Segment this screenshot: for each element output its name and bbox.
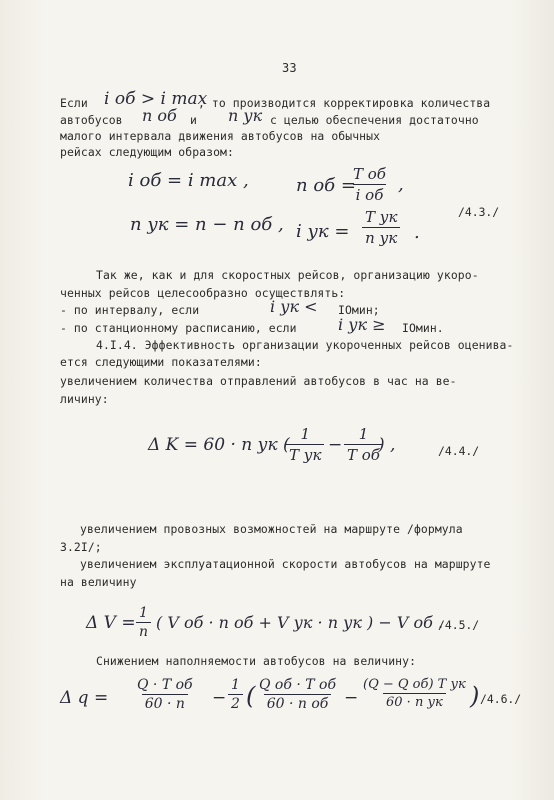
fraction-numerator: 1 (139, 605, 148, 621)
handwritten-condition: i ук < (270, 297, 318, 316)
fraction-denominator: 60 · n об (264, 694, 332, 712)
minus-sign: − (212, 688, 227, 708)
formula-4-5-fraction (136, 605, 151, 640)
fraction-denominator: 2 (228, 694, 243, 712)
fraction-denominator: n (136, 622, 151, 640)
formula-comma: , (398, 174, 404, 195)
text-line: и (190, 113, 197, 127)
formula-period: . (414, 222, 420, 243)
text-line: 3.2I/; (60, 540, 102, 554)
formula-4-3-eq3: n ук = n − n об , (130, 214, 284, 235)
handwritten-n-ob: n об (142, 106, 177, 125)
formula-4-5-rhs: ( V об · n об + V ук · n ук ) − V об . (156, 613, 444, 632)
formula-4-6-fraction-2 (228, 677, 243, 712)
formula-4-3-eq2-lhs: n об = (296, 175, 356, 196)
text-line: Так же, как и для скоростных рейсов, организацию укоро- (96, 268, 479, 282)
text-line: ется следующими показателями: (60, 355, 262, 369)
formula-4-4-rhs: ) , (378, 435, 396, 455)
fraction-numerator: 1 (231, 677, 240, 693)
fraction-numerator: (Q − Q об) T ук (363, 677, 466, 692)
text-line: Если (60, 96, 88, 110)
text-line: увеличением количества отправлений автобусов в час на ве- (60, 374, 457, 388)
formula-number-4-5: /4.5./ (438, 618, 480, 632)
text-line: , то производится корректировка количества (198, 96, 491, 110)
text-line: IOмин. (402, 321, 444, 335)
fraction-numerator: T ук (365, 208, 398, 226)
text-line: увеличением эксплуатационной скорости автобусов на маршруте (80, 557, 491, 571)
formula-4-6-fraction-4 (360, 677, 469, 710)
text-line: увеличением провозных возможностей на маршруте /формула (80, 522, 463, 536)
text-line: Снижением наполняемости автобусов на величину: (96, 654, 417, 668)
formula-4-4-fraction-1 (286, 425, 324, 464)
text-line: ченных рейсов целесообразно осуществлять: (60, 286, 346, 300)
fraction-denominator: n ук (362, 227, 400, 247)
text-line: автобусов (60, 113, 123, 127)
formula-number-4-4: /4.4./ (438, 444, 480, 458)
open-paren: ( (246, 682, 256, 710)
fraction-denominator: T ук (286, 444, 324, 464)
text-line: личину: (60, 392, 109, 406)
formula-4-5-lhs: Δ V = (86, 613, 136, 633)
formula-4-6-fraction-1 (134, 677, 196, 712)
formula-4-6-fraction-3 (256, 677, 339, 712)
text-line: - по интервалу, если (60, 303, 200, 317)
handwritten-condition: i об > i max (104, 89, 208, 109)
fraction-denominator: 60 · n ук (383, 693, 446, 710)
text-line: с целью обеспечения достаточно (270, 113, 479, 127)
formula-4-3-eq2-fraction (350, 165, 389, 204)
fraction-numerator: Q · T об (137, 677, 193, 693)
page-number: 33 (282, 61, 297, 75)
fraction-denominator: 60 · n (142, 694, 188, 712)
close-paren: ) (470, 682, 480, 710)
formula-4-4-lhs: Δ K = 60 · n ук ( (148, 435, 290, 455)
formula-4-3-eq1: i об = i max , (128, 170, 249, 191)
fraction-numerator: 1 (358, 425, 369, 443)
fraction-numerator: 1 (300, 425, 310, 443)
minus-sign: − (344, 688, 359, 708)
text-line: рейсах следующим образом: (60, 145, 234, 159)
formula-4-3-eq4-lhs: i ук = (296, 221, 350, 242)
formula-number-4-3: /4.3./ (458, 205, 500, 219)
fraction-numerator: Q об · T об (259, 677, 337, 693)
text-line: - по станционному расписанию, если (60, 321, 297, 335)
fraction-denominator: T об (344, 444, 383, 464)
formula-4-3-eq4-fraction (362, 208, 400, 247)
formula-4-6-lhs: Δ q = (60, 688, 109, 708)
text-line: на величину (60, 575, 137, 589)
text-line: 4.I.4. Эффективность организации укороченных рейсов оценива- (96, 338, 514, 352)
text-line: IOмин; (338, 303, 380, 317)
fraction-numerator: T об (353, 165, 386, 183)
handwritten-condition: i ук ≥ (338, 315, 386, 334)
fraction-denominator: i об (353, 184, 387, 204)
text-line: малого интервала движения автобусов на обычных (60, 129, 381, 143)
minus-sign: − (328, 435, 343, 455)
formula-number-4-6: /4.6./ (480, 692, 522, 706)
handwritten-n-yk: n ук (228, 106, 263, 125)
